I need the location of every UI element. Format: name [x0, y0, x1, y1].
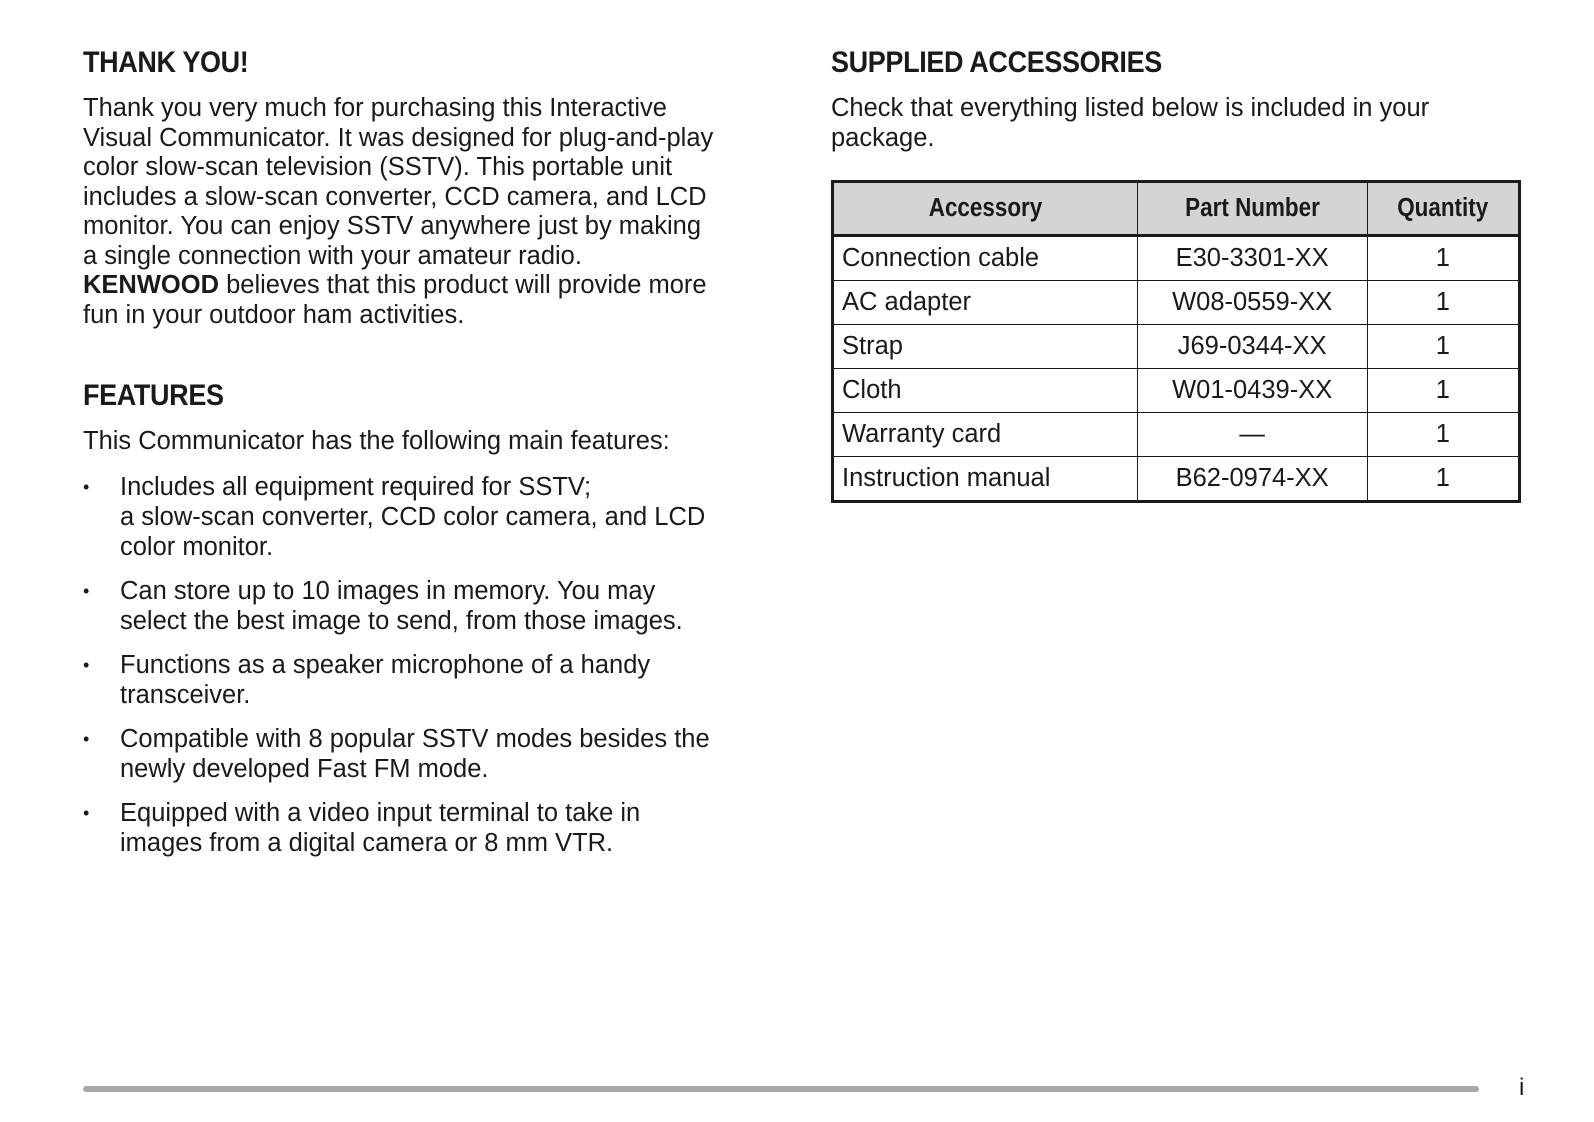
paragraph-line: Visual Communicator. It was designed for plug-and-play: [83, 123, 714, 152]
right-column: [831, 44, 1521, 503]
paragraph-line: Check that everything listed below is included in your: [831, 94, 1430, 122]
list-item: [83, 576, 763, 636]
bullet-icon: •: [83, 580, 90, 601]
features-heading: FEATURES: [83, 379, 224, 412]
features-intro: [83, 427, 763, 457]
list-item-line: images from a digital camera or 8 mm VTR.: [120, 828, 614, 857]
paragraph-line: package.: [831, 123, 935, 152]
table-row: [833, 325, 1520, 369]
bullet-icon: •: [83, 728, 90, 749]
page-number: i: [1519, 1074, 1525, 1101]
column-header-accessory: [833, 182, 1138, 236]
supplied-accessories-heading: SUPPLIED ACCESSORIES: [831, 46, 1162, 79]
bullet-icon: •: [83, 476, 90, 497]
list-item: [83, 650, 763, 710]
accessory-cell: Instruction manual: [833, 457, 1138, 502]
brand-name: KENWOOD: [83, 271, 219, 299]
left-column: [83, 44, 763, 872]
quantity-cell: 1: [1367, 457, 1519, 502]
table-row: [833, 369, 1520, 413]
paragraph-line: fun in your outdoor ham activities.: [83, 300, 465, 329]
features-list: [83, 472, 763, 858]
accessory-cell: Warranty card: [833, 413, 1138, 457]
paragraph-line: color slow-scan television (SSTV). This portable unit: [83, 153, 673, 181]
table-row: [833, 413, 1520, 457]
list-item-line: Includes all equipment required for SSTV;: [120, 472, 592, 501]
list-item-line: newly developed Fast FM mode.: [120, 754, 489, 783]
bullet-icon: •: [83, 802, 90, 823]
accessories-intro: [831, 94, 1521, 153]
list-item-line: Functions as a speaker microphone of a handy: [120, 650, 651, 679]
table-header-row: [833, 182, 1520, 236]
paragraph-line: a single connection with your amateur radio.: [83, 241, 582, 270]
header-text: Part Number: [1184, 194, 1320, 222]
column-header-quantity: [1367, 182, 1519, 236]
part-number-cell: J69-0344-XX: [1137, 325, 1367, 369]
quantity-cell: 1: [1367, 325, 1519, 369]
part-number-cell: B62-0974-XX: [1137, 457, 1367, 502]
quantity-cell: 1: [1367, 369, 1519, 413]
list-item-line: Compatible with 8 popular SSTV modes besides the: [120, 724, 710, 753]
table-row: [833, 457, 1520, 502]
accessories-table: [831, 180, 1521, 503]
accessory-cell: Cloth: [833, 369, 1138, 413]
header-text: Accessory: [928, 194, 1043, 222]
part-number-cell: —: [1137, 413, 1367, 457]
list-item-line: color monitor.: [120, 532, 274, 561]
list-item-line: Can store up to 10 images in memory. You may: [120, 576, 656, 605]
thank-you-paragraph: [83, 94, 763, 330]
list-item: [83, 798, 763, 858]
part-number-cell: W08-0559-XX: [1137, 281, 1367, 325]
footer-rule: [83, 1086, 1479, 1092]
quantity-cell: 1: [1367, 281, 1519, 325]
list-item-line: transceiver.: [120, 680, 251, 709]
quantity-cell: 1: [1367, 236, 1519, 281]
part-number-cell: E30-3301-XX: [1137, 236, 1367, 281]
accessory-cell: Connection cable: [833, 236, 1138, 281]
column-header-part-number: [1137, 182, 1367, 236]
list-item-line: a slow-scan converter, CCD color camera, and LCD: [120, 502, 706, 531]
paragraph-line: Thank you very much for purchasing this Interactive: [83, 94, 667, 122]
part-number-cell: W01-0439-XX: [1137, 369, 1367, 413]
accessory-cell: Strap: [833, 325, 1138, 369]
thank-you-heading: THANK YOU!: [83, 46, 249, 79]
header-text: Quantity: [1397, 194, 1489, 222]
list-item-line: Equipped with a video input terminal to take in: [120, 798, 641, 827]
accessory-cell: AC adapter: [833, 281, 1138, 325]
list-item-line: select the best image to send, from those images.: [120, 606, 683, 635]
list-item: [83, 724, 763, 784]
paragraph-line: monitor. You can enjoy SSTV anywhere just by making: [83, 212, 702, 240]
features-intro-text: This Communicator has the following main features:: [83, 427, 670, 455]
bullet-icon: •: [83, 654, 90, 675]
table-row: [833, 236, 1520, 281]
quantity-cell: 1: [1367, 413, 1519, 457]
list-item: [83, 472, 763, 562]
paragraph-line: includes a slow-scan converter, CCD camera, and LCD: [83, 182, 707, 211]
table-row: [833, 281, 1520, 325]
brand-sentence: believes that this product will provide more: [219, 271, 707, 299]
paragraph-line: [83, 271, 763, 301]
